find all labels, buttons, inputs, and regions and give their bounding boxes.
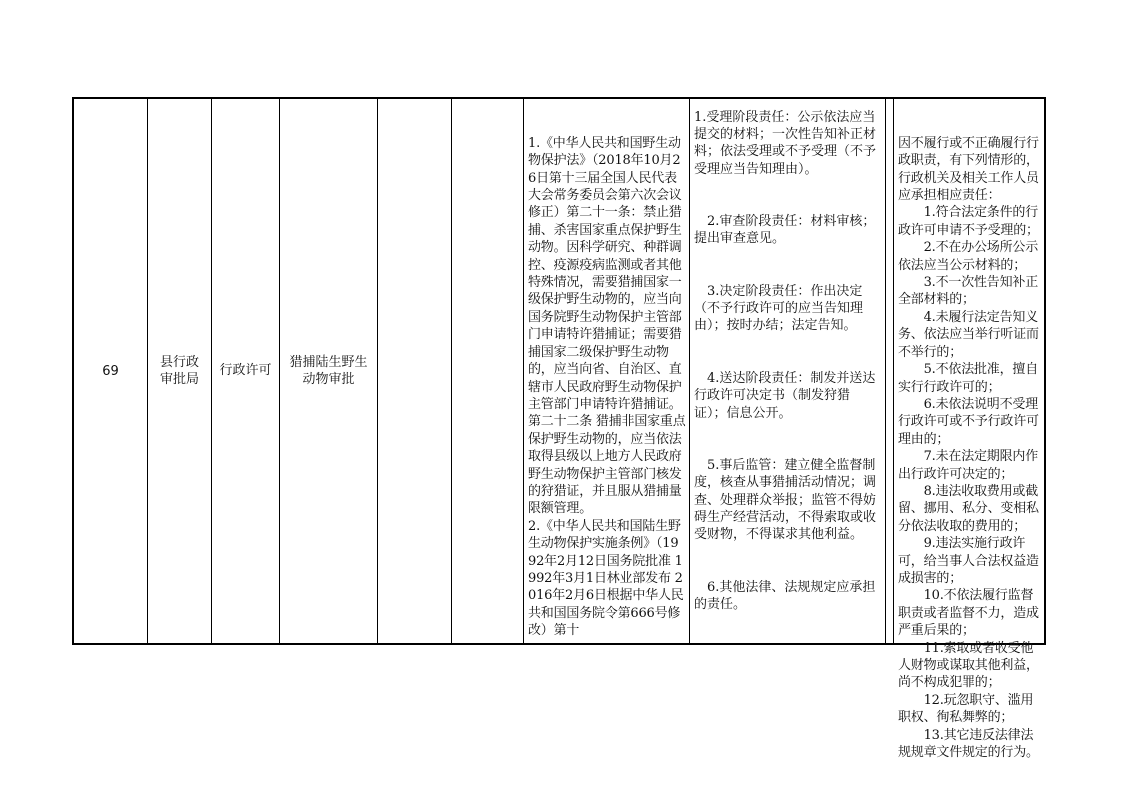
accountability-cell xyxy=(894,99,1046,761)
responsibility-item: 1.受理阶段责任：公示依法应当提交的材料；一次性告知补正材料；依法受理或不予受理（不予受理应当告知理由）。 xyxy=(694,109,877,177)
responsibility-item: 4.送达阶段责任：制发并送达行政许可决定书（制发狩猎证）；信息公开。 xyxy=(694,370,876,421)
department-cell xyxy=(148,99,212,643)
accountability-text: 因不履行或不正确履行行政职责，有下列情形的，行政机关及相关工作人员应承担相应责任： 1.符合法定条件的行政许可申请不予受理的； 2.不在办公场所公示依法应当公示材料的； 3.不一次性告知补正全部材料的； 4.未履行法定告知义务、依法应当举行听证而不举行的； 5.不依法批准，擅自实行行政许可的； 6.未依法说明不受理行政许可或不予行政许可理由的； 7.未在法定期限内作出行政许可决定的； 8.违法收取费用或截留、挪用、私分、变相私分依法收取的费用的； 9.违法实施行政许可，给当事人合法权益造成损害的； 10.不依法履行监督职责或者监督不力，造成严重后果的； 11.索取或者收受他人财物或谋取其他利益，尚不构成犯罪的； 12.玩忽职守、滥用职权、徇私舞弊的； 13.其它违反法律法规规章文件规定的行为。 xyxy=(898,135,1039,761)
responsibility-item: 3.决定阶段责任：作出决定（不予行政许可的应当告知理由）；按时办结；法定告知。 xyxy=(694,283,864,334)
responsibility-list xyxy=(694,74,881,648)
category-cell xyxy=(212,99,280,643)
table-row xyxy=(72,97,1046,761)
category-text: 行政许可 xyxy=(219,363,272,379)
sub-item-cell xyxy=(378,99,452,643)
item-name-cell xyxy=(280,99,378,643)
responsibility-cell xyxy=(690,99,886,643)
responsibility-item: 5.事后监管：建立健全监督制度，核查从事猎捕活动情况；调查、处理群众举报；监管不得妨碍生产经营活动，不得索取或收受财物，不得谋求其他利益。 xyxy=(694,457,877,543)
legal-basis-text: 1.《中华人民共和国野生动物保护法》（2018年10月26日第十三届全国人民代表大会常务委员会第六次会议修正）第二十一条：禁止猎捕、杀害国家重点保护野生动物。因科学研究、种群调控、疫源疫病监测或者其他特殊情况，需要猎捕国家一级保护野生动物的，应当向国务院野生动物保护主管部门申请特许猎捕证；需要猎捕国家二级保护野生动物的，应当向省、自治区、直辖市人民政府野生动物保护主管部门申请特许猎捕证。 第二十二条 猎捕非国家重点保护野生动物的，应当依法取得县级以上地方人民政府野生动物保护主管部门核发的狩猎证，并且服从猎捕量限额管理。 2.《中华人民共和国陆生野生动物保护实施条例》（1992年2月12日国务院批准 1992年3月1日林业部发布 2016年2月6日根据中华人民共和国国务院令第666号修改）第十 xyxy=(528,135,686,639)
responsibility-item: 6.其他法律、法规规定应承担的责任。 xyxy=(694,579,876,612)
sequence-number xyxy=(74,99,148,643)
responsibility-item: 2.审查阶段责任：材料审核；提出审查意见。 xyxy=(694,214,876,247)
department-text: 县行政审批局 xyxy=(159,354,199,387)
spacer-column-cell xyxy=(886,99,894,643)
legal-basis-cell xyxy=(524,99,690,643)
item-name-text: 猎捕陆生野生动物审批 xyxy=(289,354,368,387)
sequence-number-text: 69 xyxy=(102,363,119,379)
blank-column-cell xyxy=(452,99,524,643)
